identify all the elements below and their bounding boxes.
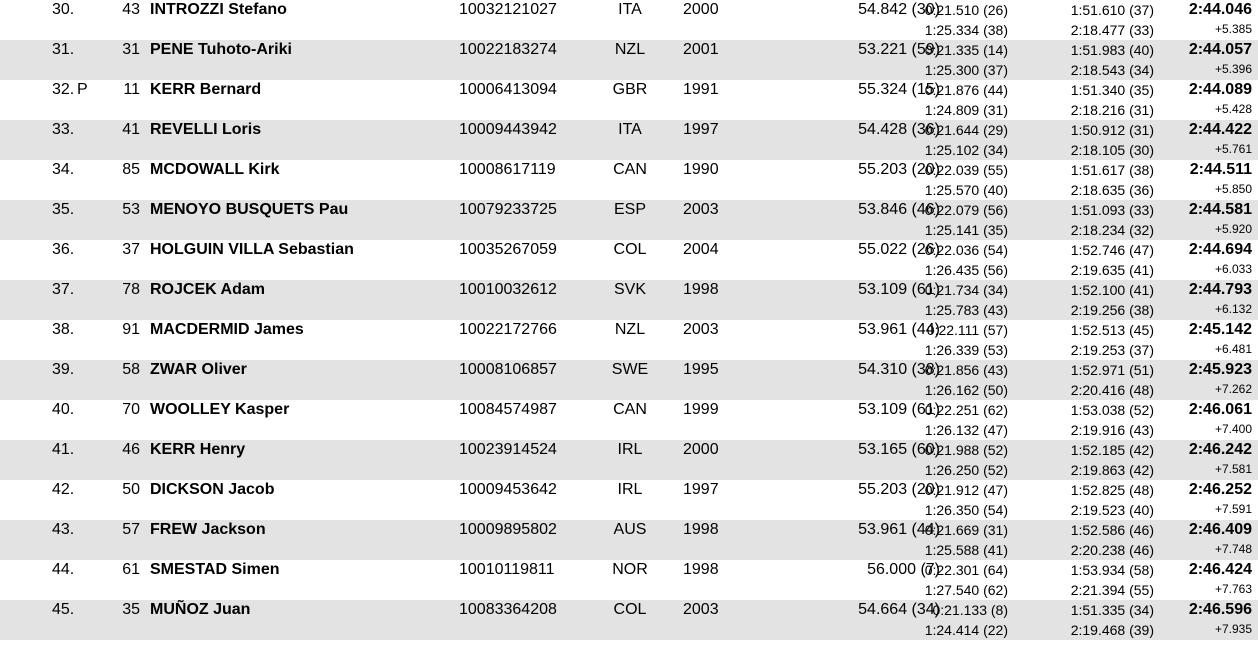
nation-code: IRL (617, 481, 643, 498)
nation-code: GBR (612, 81, 648, 98)
split1-time: 0:21.988 (52) (924, 442, 1008, 458)
split3-time: 1:52.100 (41) (1070, 282, 1154, 298)
split4-time: 2:21.394 (55) (1070, 582, 1154, 598)
nation-code: NZL (614, 41, 646, 58)
table-row (0, 400, 1258, 440)
total-time: 2:45.923 (1188, 361, 1252, 378)
total-time: 2:44.793 (1188, 281, 1252, 298)
birth-year: 2004 (683, 241, 719, 258)
athlete-name: SMESTAD Simen (150, 561, 280, 578)
total-time: 2:46.061 (1188, 401, 1252, 418)
bib-number: 31 (122, 41, 140, 58)
split3-time: 1:51.610 (37) (1070, 2, 1154, 18)
run1-time: 53.109 (61) (858, 401, 940, 418)
fis-code: 10009443942 (459, 121, 557, 138)
table-row (0, 240, 1258, 280)
split4-time: 2:19.635 (41) (1070, 262, 1154, 278)
birth-year: 2003 (683, 201, 719, 218)
run1-time: 55.203 (20) (858, 161, 940, 178)
total-time: 2:44.581 (1188, 201, 1252, 218)
nation-code: SWE (611, 361, 649, 378)
split3-time: 1:52.185 (42) (1070, 442, 1154, 458)
time-behind: +5.396 (1214, 62, 1252, 76)
time-behind: +7.591 (1214, 502, 1252, 516)
split3-time: 1:53.038 (52) (1070, 402, 1154, 418)
rank-cell: 45. (52, 601, 75, 618)
table-row (0, 480, 1258, 520)
rank-cell: 41. (52, 441, 75, 458)
split1-time: 0:22.039 (55) (924, 162, 1008, 178)
rank-cell: 42. (52, 481, 75, 498)
table-row (0, 160, 1258, 200)
fis-code: 10010119811 (459, 561, 555, 578)
split3-time: 1:51.617 (38) (1070, 162, 1154, 178)
fis-code: 10022183274 (459, 41, 557, 58)
total-time: 2:46.596 (1188, 601, 1252, 618)
bib-number: 46 (122, 441, 140, 458)
fis-code: 10008617119 (459, 161, 556, 178)
time-behind: +5.761 (1214, 142, 1252, 156)
athlete-name: MACDERMID James (150, 321, 304, 338)
split4-time: 2:20.416 (48) (1070, 382, 1154, 398)
table-row (0, 280, 1258, 320)
nation-code: CAN (613, 401, 647, 418)
split2-time: 1:27.540 (62) (924, 582, 1008, 598)
time-behind: +7.763 (1214, 582, 1252, 596)
total-time: 2:44.511 (1189, 161, 1252, 178)
split4-time: 2:18.543 (34) (1070, 62, 1154, 78)
bib-number: 70 (122, 401, 140, 418)
split4-time: 2:18.477 (33) (1070, 22, 1154, 38)
birth-year: 2003 (683, 601, 719, 618)
rank-cell: 37. (52, 281, 75, 298)
rank-cell: 30. (52, 1, 75, 18)
split3-time: 1:52.586 (46) (1070, 522, 1154, 538)
split2-time: 1:25.334 (38) (924, 22, 1008, 38)
split2-time: 1:26.250 (52) (924, 462, 1008, 478)
time-behind: +7.935 (1214, 622, 1252, 636)
rank-cell: 34. (52, 161, 75, 178)
split3-time: 1:52.746 (47) (1070, 242, 1154, 258)
time-behind: +7.400 (1214, 422, 1252, 436)
split3-time: 1:50.912 (31) (1070, 122, 1154, 138)
bib-number: 91 (122, 321, 140, 338)
split4-time: 2:19.863 (42) (1070, 462, 1154, 478)
table-row (0, 440, 1258, 480)
split4-time: 2:18.635 (36) (1070, 182, 1154, 198)
bib-number: 41 (122, 121, 140, 138)
nation-code: NOR (612, 561, 648, 578)
split2-time: 1:25.570 (40) (924, 182, 1008, 198)
run1-time: 54.664 (34) (858, 601, 940, 618)
birth-year: 1990 (683, 161, 719, 178)
fis-code: 10084574987 (459, 401, 557, 418)
fis-code: 10008106857 (459, 361, 557, 378)
fis-code: 10035267059 (459, 241, 557, 258)
athlete-name: FREW Jackson (150, 521, 266, 538)
run1-time: 55.022 (26) (858, 241, 940, 258)
time-behind: +7.748 (1214, 542, 1252, 556)
birth-year: 1995 (683, 361, 719, 378)
time-behind: +7.581 (1214, 462, 1252, 476)
fis-code: 10079233725 (459, 201, 557, 218)
birth-year: 2003 (683, 321, 719, 338)
split1-time: 0:22.079 (56) (924, 202, 1008, 218)
split1-time: 0:21.669 (31) (924, 522, 1008, 538)
table-row (0, 0, 1258, 40)
birth-year: 1999 (683, 401, 719, 418)
split3-time: 1:52.513 (45) (1070, 322, 1154, 338)
split2-time: 1:26.339 (53) (924, 342, 1008, 358)
rank-cell: 40. (52, 401, 75, 418)
run1-time: 53.109 (61) (858, 281, 940, 298)
split4-time: 2:19.468 (39) (1070, 622, 1154, 638)
birth-year: 1997 (683, 481, 719, 498)
total-time: 2:44.089 (1188, 81, 1252, 98)
athlete-name: DICKSON Jacob (150, 481, 275, 498)
split3-time: 1:53.934 (58) (1070, 562, 1154, 578)
rank-cell: 35. (52, 201, 75, 218)
table-row (0, 560, 1258, 600)
table-row (0, 360, 1258, 400)
run1-time: 54.310 (38) (858, 361, 940, 378)
nation-code: COL (613, 601, 647, 618)
split4-time: 2:18.234 (32) (1070, 222, 1154, 238)
birth-year: 1998 (683, 561, 719, 578)
total-time: 2:44.422 (1188, 121, 1252, 138)
fis-code: 10010032612 (459, 281, 557, 298)
split4-time: 2:19.253 (37) (1070, 342, 1154, 358)
split2-time: 1:26.132 (47) (924, 422, 1008, 438)
bib-number: 50 (122, 481, 140, 498)
birth-year: 2000 (683, 1, 719, 18)
total-time: 2:46.242 (1188, 441, 1252, 458)
total-time: 2:46.424 (1188, 561, 1252, 578)
fis-code: 10083364208 (459, 601, 557, 618)
total-time: 2:45.142 (1188, 321, 1252, 338)
bib-number: 61 (122, 561, 140, 578)
bib-number: 85 (122, 161, 140, 178)
split1-time: 0:21.734 (34) (924, 282, 1008, 298)
bib-number: 78 (122, 281, 140, 298)
nation-code: ESP (613, 201, 646, 218)
run1-time: 55.324 (15) (858, 81, 940, 98)
rank-cell: 33. (52, 121, 75, 138)
athlete-name: KERR Henry (150, 441, 246, 458)
split2-time: 1:25.588 (41) (924, 542, 1008, 558)
athlete-name: HOLGUIN VILLA Sebastian (150, 241, 354, 258)
rank-cell: 36. (52, 241, 75, 258)
athlete-name: KERR Bernard (150, 81, 262, 98)
split1-time: 0:22.251 (62) (924, 402, 1008, 418)
split3-time: 1:51.340 (35) (1070, 82, 1154, 98)
athlete-name: WOOLLEY Kasper (150, 401, 290, 418)
run1-time: 53.846 (46) (858, 201, 940, 218)
time-behind: +6.481 (1214, 342, 1252, 356)
bib-number: 53 (122, 201, 140, 218)
fis-code: 10006413094 (459, 81, 557, 98)
split3-time: 1:51.093 (33) (1070, 202, 1154, 218)
split2-time: 1:25.102 (34) (924, 142, 1008, 158)
nation-code: ITA (618, 121, 642, 138)
fis-code: 10009895802 (459, 521, 557, 538)
run1-time: 55.203 (20) (858, 481, 940, 498)
split2-time: 1:26.350 (54) (924, 502, 1008, 518)
athlete-name: ROJCEK Adam (150, 281, 265, 298)
split3-time: 1:52.971 (51) (1070, 362, 1154, 378)
time-behind: +6.033 (1214, 262, 1252, 276)
rank-cell: 32. (52, 81, 75, 98)
athlete-name: PENE Tuhoto-Ariki (150, 41, 292, 58)
birth-year: 1991 (683, 81, 719, 98)
run1-time: 54.428 (36) (858, 121, 940, 138)
bib-number: 58 (122, 361, 140, 378)
table-row (0, 320, 1258, 360)
split2-time: 1:24.809 (31) (924, 102, 1008, 118)
split3-time: 1:52.825 (48) (1070, 482, 1154, 498)
table-row (0, 40, 1258, 80)
rank-cell: 39. (52, 361, 75, 378)
bib-number: 57 (122, 521, 140, 538)
split2-time: 1:25.783 (43) (924, 302, 1008, 318)
penalty-flag: P (77, 81, 88, 98)
run1-time: 53.961 (44) (858, 321, 940, 338)
nation-code: NZL (614, 321, 646, 338)
nation-code: CAN (613, 161, 647, 178)
birth-year: 1998 (683, 281, 719, 298)
run1-time: 53.961 (44) (858, 521, 940, 538)
split1-time: 0:21.133 (8) (932, 602, 1008, 618)
split4-time: 2:20.238 (46) (1070, 542, 1154, 558)
athlete-name: REVELLI Loris (150, 121, 262, 138)
rank-cell: 43. (52, 521, 75, 538)
total-time: 2:44.694 (1188, 241, 1252, 258)
fis-code: 10023914524 (459, 441, 557, 458)
birth-year: 1998 (683, 521, 719, 538)
birth-year: 1997 (683, 121, 719, 138)
time-behind: +7.262 (1214, 382, 1252, 396)
split4-time: 2:19.916 (43) (1070, 422, 1154, 438)
split1-time: 0:21.510 (26) (924, 2, 1008, 18)
rank-cell: 31. (52, 41, 75, 58)
athlete-name: MCDOWALL Kirk (150, 161, 280, 178)
run1-time: 56.000 (7) (867, 561, 940, 578)
rank-cell: 38. (52, 321, 75, 338)
table-row (0, 600, 1258, 640)
bib-number: 35 (122, 601, 140, 618)
time-behind: +5.850 (1214, 182, 1252, 196)
split4-time: 2:18.216 (31) (1070, 102, 1154, 118)
nation-code: COL (613, 241, 647, 258)
split2-time: 1:26.435 (56) (924, 262, 1008, 278)
split1-time: 0:21.856 (43) (924, 362, 1008, 378)
run1-time: 54.842 (30) (858, 1, 940, 18)
split4-time: 2:19.523 (40) (1070, 502, 1154, 518)
table-row (0, 80, 1258, 120)
time-behind: +5.428 (1214, 102, 1252, 116)
split1-time: 0:22.301 (64) (924, 562, 1008, 578)
time-behind: +6.132 (1214, 302, 1252, 316)
run1-time: 53.221 (59) (858, 41, 940, 58)
fis-code: 10022172766 (459, 321, 557, 338)
total-time: 2:44.046 (1188, 1, 1252, 18)
split3-time: 1:51.335 (34) (1070, 602, 1154, 618)
athlete-name: MENOYO BUSQUETS Pau (150, 201, 349, 218)
split1-time: 0:21.912 (47) (924, 482, 1008, 498)
athlete-name: MUÑOZ Juan (150, 601, 251, 618)
total-time: 2:46.409 (1188, 521, 1252, 538)
table-row (0, 120, 1258, 160)
nation-code: ITA (618, 1, 642, 18)
split1-time: 0:22.111 (57) (926, 322, 1008, 338)
rank-cell: 44. (52, 561, 75, 578)
split2-time: 1:25.141 (35) (924, 222, 1008, 238)
athlete-name: ZWAR Oliver (150, 361, 247, 378)
birth-year: 2001 (683, 41, 719, 58)
birth-year: 2000 (683, 441, 719, 458)
athlete-name: INTROZZI Stefano (150, 1, 287, 18)
split2-time: 1:26.162 (50) (924, 382, 1008, 398)
split2-time: 1:24.414 (22) (924, 622, 1008, 638)
split1-time: 0:21.876 (44) (924, 82, 1008, 98)
fis-code: 10032121027 (459, 1, 557, 18)
table-row (0, 520, 1258, 560)
nation-code: SVK (613, 281, 646, 298)
bib-number: 11 (123, 81, 140, 98)
total-time: 2:46.252 (1188, 481, 1252, 498)
bib-number: 43 (122, 1, 140, 18)
time-behind: +5.385 (1214, 22, 1252, 36)
split2-time: 1:25.300 (37) (924, 62, 1008, 78)
nation-code: IRL (617, 441, 643, 458)
split4-time: 2:18.105 (30) (1070, 142, 1154, 158)
split1-time: 0:22.036 (54) (924, 242, 1008, 258)
table-row (0, 200, 1258, 240)
split3-time: 1:51.983 (40) (1070, 42, 1154, 58)
nation-code: AUS (613, 521, 647, 538)
split1-time: 0:21.335 (14) (924, 42, 1008, 58)
fis-code: 10009453642 (459, 481, 557, 498)
run1-time: 53.165 (60) (858, 441, 940, 458)
bib-number: 37 (122, 241, 140, 258)
split1-time: 0:21.644 (29) (924, 122, 1008, 138)
split4-time: 2:19.256 (38) (1070, 302, 1154, 318)
time-behind: +5.920 (1214, 222, 1252, 236)
total-time: 2:44.057 (1188, 41, 1252, 58)
